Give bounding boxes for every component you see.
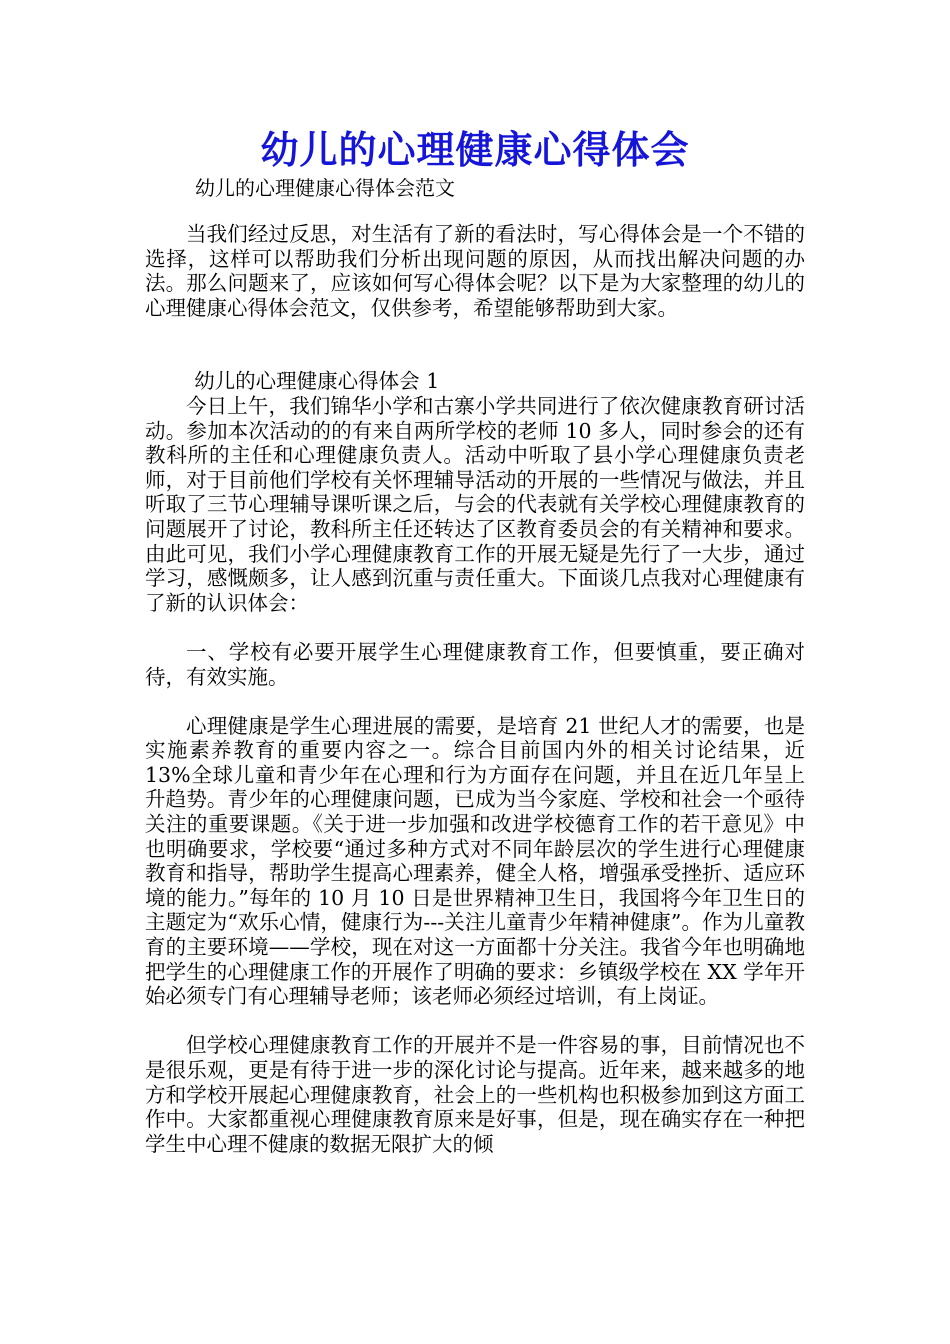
spacer: [145, 689, 805, 714]
paragraph-1: 今日上午，我们锦华小学和古寨小学共同进行了依次健康教育研讨活动。参加本次活动的的有来自两所学校的老师 10 多人，同时参会的还有教科所的主任和心理健康负责人。活动中听取了县小学心理健康负责老师，对于目前他们学校有关怀理辅导活动的开展的一些情况与做法，并且听取了三节心理辅导课听课之后，与会的代表就有关学校心理健康教育的问题展开了讨论，教科所主任还转达了区教育委员会的有关精神和要求。由此可见，我们小学心理健康教育工作的开展无疑是先行了一大步，通过学习，感慨颇多，让人感到沉重与责任重大。下面谈几点我对心理健康有了新的认识体会：: [145, 393, 805, 615]
document-title: 幼儿的心理健康心得体会: [260, 127, 690, 172]
document-body: [145, 222, 805, 1156]
spacer: [145, 1009, 805, 1034]
paragraph-4: 但学校心理健康教育工作的开展并不是一件容易的事，目前情况也不是很乐观，更是有待于进一步的深化讨论与提高。近年来，越来越多的地方和学校开展起心理健康教育，社会上的一些机构也积极参加到这方面工作中。大家都重视心理健康教育原来是好事，但是，现在确实存在一种把学生中心理不健康的数据无限扩大的倾: [145, 1033, 805, 1156]
intro-paragraph: 当我们经过反思，对生活有了新的看法时，写心得体会是一个不错的选择，这样可以帮助我们分析出现问题的原因，从而找出解决问题的办法。那么问题来了，应该如何写心得体会呢？以下是为大家整理的幼儿的心理健康心得体会范文，仅供参考，希望能够帮助到大家。: [145, 222, 805, 320]
document-subtitle: 幼儿的心理健康心得体会范文: [195, 176, 455, 200]
spacer: [145, 320, 805, 369]
paragraph-3: 心理健康是学生心理进展的需要，是培育 21 世纪人才的需要，也是实施素养教育的重要内容之一。综合目前国内外的相关讨论结果，近 13%全球儿童和青少年在心理和行为方面存在问题，并且在近几年呈上升趋势。青少年的心理健康问题，已成为当今家庭、学校和社会一个亟待关注的重要课题。《关于进一步加强和改进学校德育工作的若干意见》中也明确要求，学校要“通过多种方式对不同年龄层次的学生进行心理健康教育和指导，帮助学生提高心理素养，健全人格，增强承受挫折、适应环境的能力。”每年的 10 月 10 日是世界精神卫生日，我国将今年卫生日的主题定为“欢乐心情，健康行为---关注儿童青少年精神健康”。作为儿童教育的主要环境——学校，现在对这一方面都十分关注。我省今年也明确地把学生的心理健康工作的开展作了明确的要求：乡镇级学校在 XX 学年开始必须专门有心理辅导老师；该老师必须经过培训，有上岗证。: [145, 713, 805, 1009]
section-heading: 幼儿的心理健康心得体会 1: [194, 369, 440, 394]
paragraph-2: 一、学校有必要开展学生心理健康教育工作，但要慎重，要正确对待，有效实施。: [145, 639, 805, 689]
spacer: [145, 615, 805, 640]
